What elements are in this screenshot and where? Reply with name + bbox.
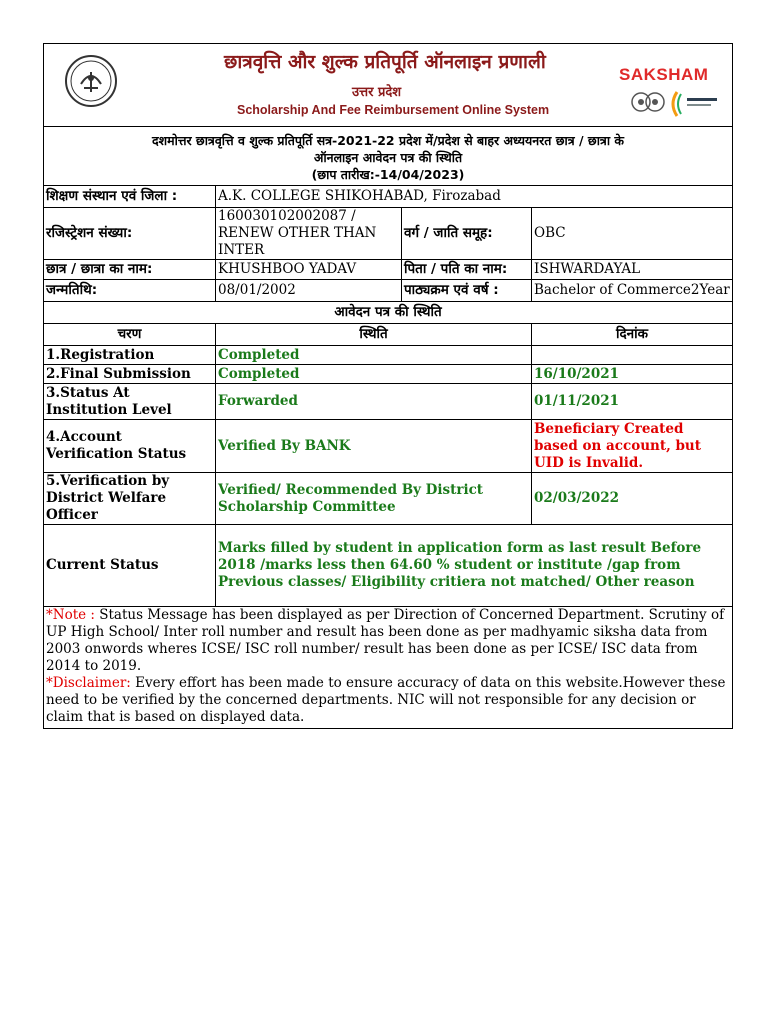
registration-label: रजिस्ट्रेशन संख्या: [44, 208, 216, 260]
header-row [44, 44, 733, 127]
portal-title-english: Scholarship And Fee Reimbursement Online System [237, 103, 550, 117]
status-document [43, 43, 732, 729]
column-header-stage: चरण [44, 324, 216, 346]
table-row [44, 365, 733, 384]
table-row [44, 420, 733, 473]
stage-cell: 4.Account Verification Status [44, 420, 216, 473]
status-cell: Completed [216, 365, 532, 384]
institution-value: A.K. COLLEGE SHIKOHABAD, Firozabad [216, 186, 733, 208]
portal-title-hindi: छात्रवृत्ति और शुल्क प्रतिपूर्ति ऑनलाइन प्रणाली [224, 51, 546, 73]
status-cell: Verified/ Recommended By District Scholarship Committee [216, 473, 532, 525]
registration-value: 160030102002087 / RENEW OTHER THAN INTER [216, 208, 402, 260]
dob-label: जन्मतिथि: [44, 280, 216, 302]
heading-line-2: ऑनलाइन आवेदन पत्र की स्थिति [313, 149, 463, 165]
column-header-date: दिनांक [532, 324, 733, 346]
current-status-label: Current Status [44, 525, 216, 607]
date-cell: Beneficiary Created based on account, but UID is Invalid. [532, 420, 733, 473]
note-text: Status Message has been displayed as per Direction of Concerned Department. Scrutiny of UP High School/ Inter roll number and result has been done as per madhyamic siksha data from 2003 onwords wheres ICSE/ ISC roll number/ result has been done as per ICSE/ ISC data from 2014 to 2019. [46, 607, 725, 674]
father-name-value: ISHWARDAYAL [532, 260, 733, 280]
status-cell: Completed [216, 346, 532, 365]
status-header-row [44, 324, 733, 346]
print-date: (छाप तारीख:-14/04/2023) [311, 166, 465, 182]
application-heading [44, 127, 733, 186]
dob-value: 08/01/2002 [216, 280, 402, 302]
course-label: पाठ्यक्रम एवं वर्ष : [402, 280, 532, 302]
stage-cell: 5.Verification by District Welfare Officer [44, 473, 216, 525]
status-cell: Forwarded [216, 384, 532, 420]
column-header-status: स्थिति [216, 324, 532, 346]
course-value: Bachelor of Commerce2Year [532, 280, 733, 302]
up-state-emblem-icon [64, 54, 118, 108]
note-block [44, 607, 733, 729]
heading-row [44, 127, 733, 186]
dob-row [44, 280, 733, 302]
digital-india-logo-icon [673, 92, 717, 116]
disclaimer-label: *Disclaimer: [46, 675, 131, 691]
mother-child-logo-icon [632, 93, 664, 111]
category-value: OBC [532, 208, 733, 260]
stage-cell: 2.Final Submission [44, 365, 216, 384]
student-row [44, 260, 733, 280]
date-cell [532, 346, 733, 365]
status-section-title: आवेदन पत्र की स्थिति [44, 302, 733, 324]
date-cell: 02/03/2022 [532, 473, 733, 525]
table-row [44, 384, 733, 420]
disclaimer-text: Every effort has been made to ensure accuracy of data on this website.However these need to be verified by the concerned departments. NIC will not responsible for any decision or claim that is based on displayed data. [46, 675, 726, 725]
table-row [44, 473, 733, 525]
father-name-label: पिता / पति का नाम: [402, 260, 532, 280]
heading-line-1: दशमोत्तर छात्रवृत्ति व शुल्क प्रतिपूर्ति सत्र-2021-22 प्रदेश में/प्रदेश से बाहर अध्ययनरत छात्र / छात्रा के [151, 132, 625, 148]
note-label: *Note : [46, 607, 95, 623]
partner-logos [629, 88, 721, 120]
portal-header [44, 44, 733, 127]
current-status-row [44, 525, 733, 607]
status-cell: Verified By BANK [216, 420, 532, 473]
date-cell: 01/11/2021 [532, 384, 733, 420]
saksham-brand: SAKSHAM [619, 65, 709, 84]
student-name-value: KHUSHBOO YADAV [216, 260, 402, 280]
institution-label: शिक्षण संस्थान एवं जिला : [44, 186, 216, 208]
date-cell: 16/10/2021 [532, 365, 733, 384]
registration-row [44, 208, 733, 260]
current-status-value: Marks filled by student in application form as last result Before 2018 /marks less then 64.60 % student or institute /gap from Previous classes/ Eligibility critiera not matched/ Other reason [216, 525, 733, 607]
student-name-label: छात्र / छात्रा का नाम: [44, 260, 216, 280]
status-title-row [44, 302, 733, 324]
category-label: वर्ग / जाति समूह: [402, 208, 532, 260]
institution-row [44, 186, 733, 208]
application-status-table [43, 43, 733, 729]
stage-cell: 1.Registration [44, 346, 216, 365]
state-name-hindi: उत्तर प्रदेश [352, 85, 402, 100]
table-row [44, 346, 733, 365]
note-row [44, 607, 733, 729]
stage-cell: 3.Status At Institution Level [44, 384, 216, 420]
